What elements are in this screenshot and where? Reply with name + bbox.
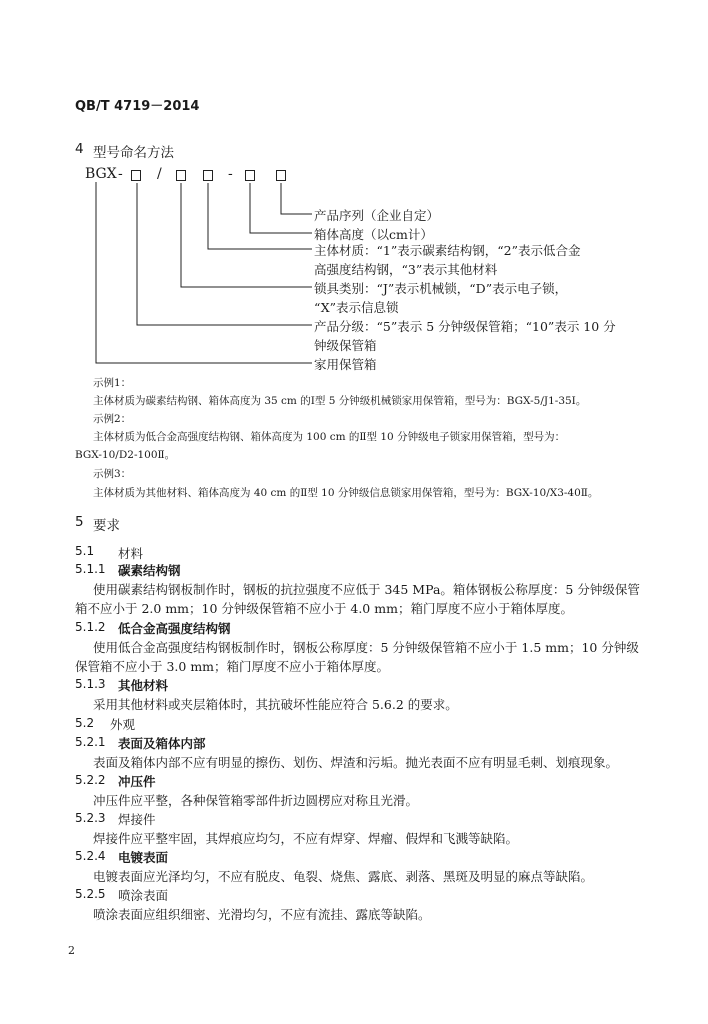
label-product-series: 产品序列（企业自定）	[314, 208, 440, 223]
clause-5-1-3-number: 5.1.3	[75, 677, 106, 691]
label-grade-line2: 钟级保管箱	[314, 338, 377, 353]
section-4-number: 4	[75, 141, 84, 157]
section-4-title: 型号命名方法	[93, 145, 174, 161]
model-slash: /	[157, 166, 162, 182]
clause-5-2-4-title: 电镀表面	[118, 850, 169, 865]
label-grade-line1: 产品分级：“5”表示 5 分钟级保管箱；“10”表示 10 分	[314, 319, 616, 334]
clause-5-1-title: 材料	[118, 546, 144, 561]
example-3-title: 示例3：	[93, 468, 132, 480]
model-dash-2: -	[228, 166, 233, 182]
model-dash-1: -	[118, 166, 123, 182]
label-lock-line2: “X”表示信息锁	[314, 300, 399, 315]
clause-5-1-2-number: 5.1.2	[75, 620, 106, 634]
page-number: 2	[68, 944, 75, 957]
connector-series	[281, 183, 312, 214]
standard-code: QB/T 4719－2014	[75, 99, 200, 114]
clause-5-2-number: 5.2	[75, 716, 95, 730]
example-2-text-line1: 主体材质为低合金高强度结构钢、箱体高度为 100 cm 的Ⅱ型 10 分钟级电子锁家用保管箱，型号为：	[93, 431, 566, 443]
clause-5-1-2-line1: 使用低合金高强度结构钢板制作时，钢板公称厚度：5 分钟级保管箱不应小于 1.5 mm；10 分钟级	[93, 640, 639, 655]
label-household: 家用保管箱	[314, 357, 377, 372]
clause-5-1-1-line2: 箱不应小于 2.0 mm；10 分钟级保管箱不应小于 4.0 mm；箱门厚度不应小于箱体厚度。	[75, 601, 573, 616]
clause-5-2-1-title: 表面及箱体内部	[118, 736, 206, 751]
label-material-line1: 主体材质：“1”表示碳素结构钢，“2”表示低合金	[314, 243, 581, 258]
clause-5-1-1-line1: 使用碳素结构钢板制作时，钢板的抗拉强度不应低于 345 MPa。箱体钢板公称厚度：5 分钟级保管	[93, 582, 640, 597]
clause-5-1-number: 5.1	[75, 544, 95, 558]
label-box-height: 箱体高度（以cm计）	[314, 227, 433, 242]
clause-5-2-2-line1: 冲压件应平整，各种保管箱零部件折边圆楞应对称且光滑。	[93, 793, 419, 808]
example-2-title: 示例2：	[93, 413, 132, 425]
clause-5-1-3-line1: 采用其他材料或夹层箱体时，其抗破坏性能应符合 5.6.2 的要求。	[93, 697, 458, 712]
clause-5-2-5-line1: 喷涂表面应组织细密、光滑均匀，不应有流挂、露底等缺陷。	[93, 907, 431, 922]
example-3-text: 主体材质为其他材料、箱体高度为 40 cm 的Ⅱ型 10 分钟级信息锁家用保管箱，型号为：BGX-10/X3-40Ⅱ。	[93, 487, 599, 499]
clause-5-2-2-title: 冲压件	[118, 774, 156, 789]
section-5-number: 5	[75, 514, 84, 530]
clause-5-2-2-number: 5.2.2	[75, 773, 106, 787]
clause-5-1-2-title: 低合金高强度结构钢	[118, 621, 231, 636]
connector-lock	[181, 183, 312, 287]
clause-5-2-3-title: 焊接件	[118, 812, 156, 827]
clause-5-2-title: 外观	[110, 717, 136, 732]
clause-5-2-1-number: 5.2.1	[75, 735, 106, 749]
clause-5-2-5-number: 5.2.5	[75, 887, 106, 901]
example-1-title: 示例1：	[93, 377, 132, 389]
clause-5-1-1-title: 碳素结构钢	[118, 563, 181, 578]
clause-5-2-4-line1: 电镀表面应光泽均匀，不应有脱皮、龟裂、烧焦、露底、剥落、黑斑及明显的麻点等缺陷。	[93, 869, 594, 884]
clause-5-1-2-line2: 保管箱不应小于 3.0 mm；箱门厚度不应小于箱体厚度。	[75, 659, 390, 674]
connector-household	[96, 182, 312, 363]
clause-5-2-3-line1: 焊接件应平整牢固，其焊痕应均匀，不应有焊穿、焊瘤、假焊和飞溅等缺陷。	[93, 831, 519, 846]
example-2-text-line2: BGX-10/D2-100Ⅱ。	[75, 449, 176, 461]
example-1-text: 主体材质为碳素结构钢、箱体高度为 35 cm 的Ⅰ型 5 分钟级机械锁家用保管箱，型号为：BGX-5/J1-35Ⅰ。	[93, 395, 587, 407]
clause-5-2-4-number: 5.2.4	[75, 849, 106, 863]
label-material-line2: 高强度结构钢，“3”表示其他材料	[314, 262, 498, 277]
model-prefix: BGX	[85, 166, 117, 182]
section-5-title: 要求	[93, 518, 120, 534]
clause-5-2-3-number: 5.2.3	[75, 811, 106, 825]
clause-5-1-1-number: 5.1.1	[75, 562, 106, 576]
label-lock-line1: 锁具类别：“J”表示机械锁，“D”表示电子锁，	[314, 281, 568, 296]
clause-5-2-1-line1: 表面及箱体内部不应有明显的擦伤、划伤、焊渣和污垢。抛光表面不应有明显毛刺、划痕现象。	[93, 755, 619, 770]
connector-grade	[137, 183, 312, 325]
clause-5-2-5-title: 喷涂表面	[118, 888, 169, 903]
connector-material	[208, 183, 312, 249]
clause-5-1-3-title: 其他材料	[118, 678, 169, 693]
